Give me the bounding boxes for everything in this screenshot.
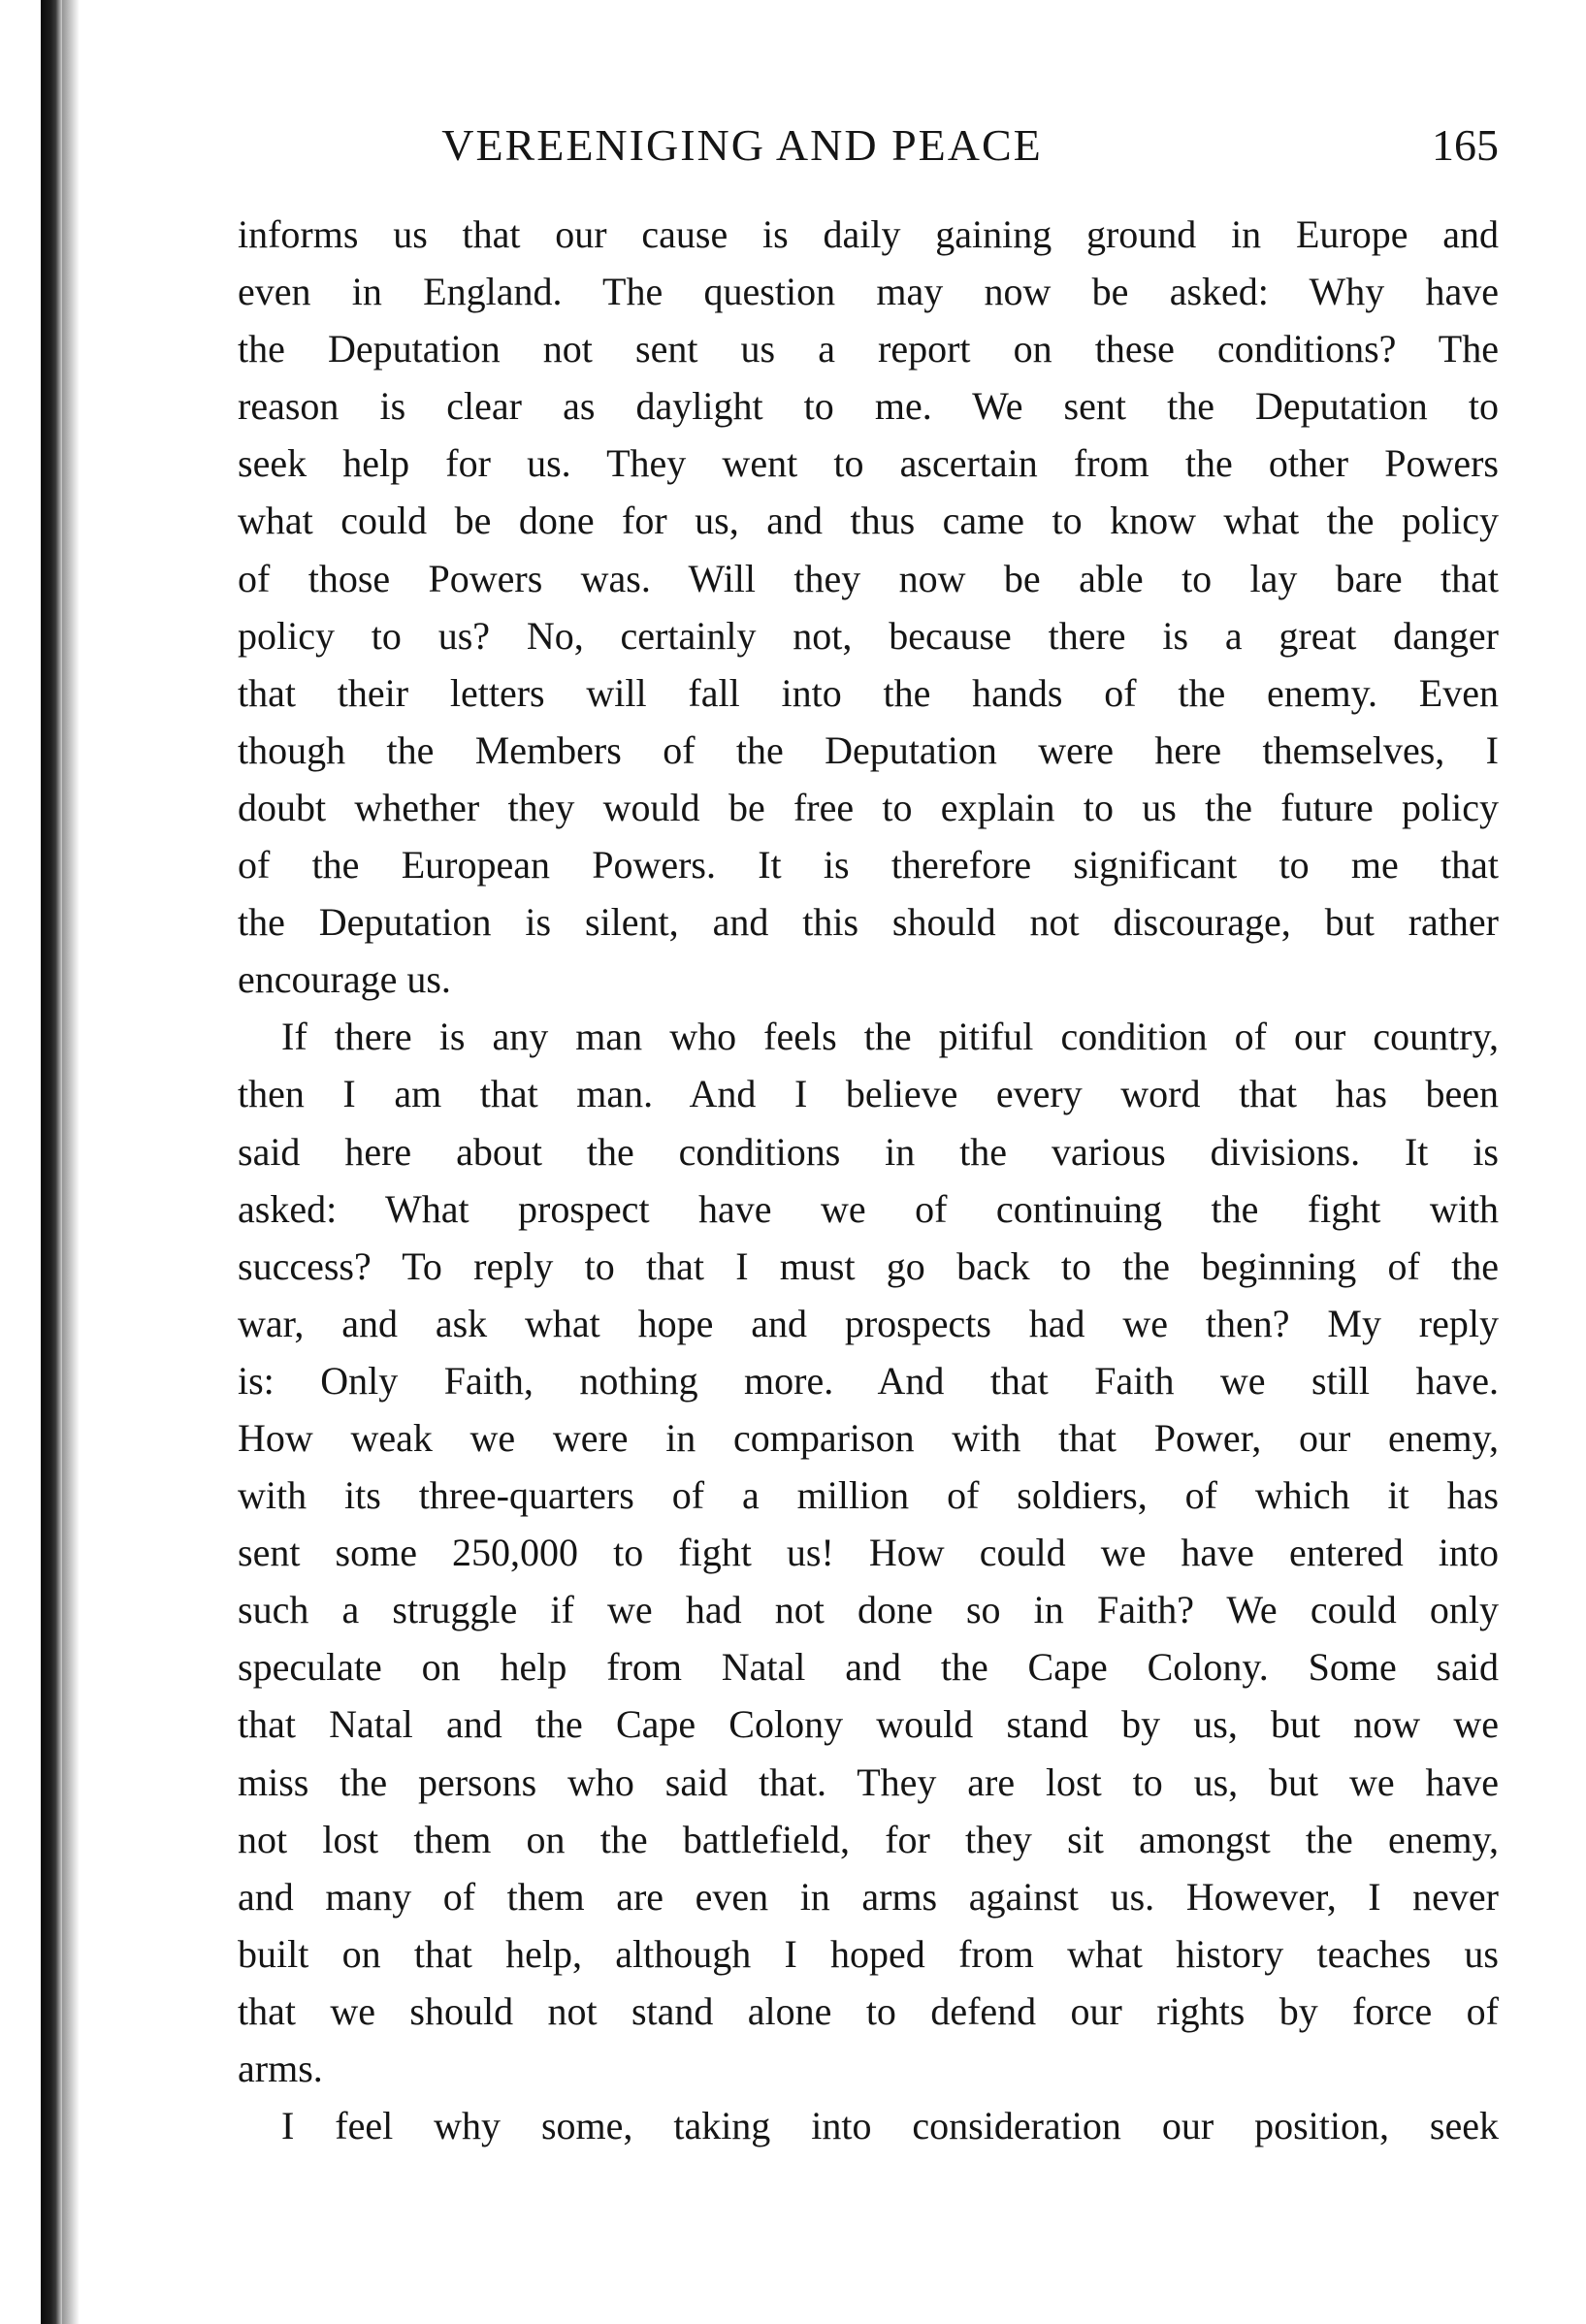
text-line: encourage us. xyxy=(238,957,451,1002)
text-line: built on that help, although I hoped from what history teaches us xyxy=(238,1931,1499,1976)
text-line: success? To reply to that I must go back to the beginning of the xyxy=(238,1243,1499,1288)
binding-shadow xyxy=(62,0,80,2324)
text-line: seek help for us. They went to ascertain from the other Powers xyxy=(238,441,1499,486)
text-line: that we should not stand alone to defend our rights by force of xyxy=(238,1988,1499,2033)
text-line: reason is clear as daylight to me. We sent the Deputation to xyxy=(238,384,1499,429)
page-header xyxy=(238,116,1499,175)
text-line: of those Powers was. Will they now be able to lay bare that xyxy=(238,556,1499,600)
page-number: 165 xyxy=(1432,120,1499,170)
text-line: the Deputation is silent, and this should not discourage, but rather xyxy=(238,900,1499,945)
text-line: is: Only Faith, nothing more. And that Faith we still have. xyxy=(238,1358,1499,1403)
text-line: war, and ask what hope and prospects had we then? My reply xyxy=(238,1301,1499,1345)
text-line: How weak we were in comparison with that Power, our enemy, xyxy=(238,1415,1499,1460)
running-head: VEREENIGING AND PEACE xyxy=(441,120,1043,170)
paragraph-start-line: I feel why some, taking into consideration our position, seek xyxy=(281,2104,1499,2148)
text-line: even in England. The question may now be asked: Why have xyxy=(238,270,1499,314)
text-line: then I am that man. And I believe every word that has been xyxy=(238,1072,1499,1116)
text-line: informs us that our cause is daily gaining ground in Europe and xyxy=(238,212,1499,256)
text-line: that Natal and the Cape Colony would stand by us, but now we xyxy=(238,1702,1499,1747)
text-line: asked: What prospect have we of continuing the fight with xyxy=(238,1186,1499,1231)
text-line: the Deputation not sent us a report on these conditions? The xyxy=(238,327,1499,371)
text-line: and many of them are even in arms against us. However, I never xyxy=(238,1874,1499,1919)
text-line: with its three-quarters of a million of soldiers, of which it has xyxy=(238,1473,1499,1518)
text-line: policy to us? No, certainly not, because there is a great danger xyxy=(238,613,1499,658)
text-line: what could be done for us, and thus came to know what the policy xyxy=(238,499,1499,543)
text-line: such a struggle if we had not done so in Faith? We could only xyxy=(238,1588,1499,1632)
text-line: arms. xyxy=(238,2047,323,2090)
paragraph-start-line: If there is any man who feels the pitiful condition of our country, xyxy=(281,1015,1499,1059)
book-binding-edge xyxy=(41,0,62,2324)
text-line: of the European Powers. It is therefore significant to me that xyxy=(238,843,1499,888)
text-line: speculate on help from Natal and the Cape Colony. Some said xyxy=(238,1645,1499,1690)
text-line: not lost them on the battlefield, for they sit amongst the enemy, xyxy=(238,1817,1499,1861)
text-line: though the Members of the Deputation were here themselves, I xyxy=(238,727,1499,772)
text-line: said here about the conditions in the various divisions. It is xyxy=(238,1129,1499,1174)
body-text xyxy=(238,206,1499,2154)
text-line: miss the persons who said that. They are lost to us, but we have xyxy=(238,1759,1499,1804)
text-line: sent some 250,000 to fight us! How could we have entered into xyxy=(238,1531,1499,1575)
text-line: that their letters will fall into the hands of the enemy. Even xyxy=(238,670,1499,715)
text-line: doubt whether they would be free to explain to us the future policy xyxy=(238,785,1499,829)
